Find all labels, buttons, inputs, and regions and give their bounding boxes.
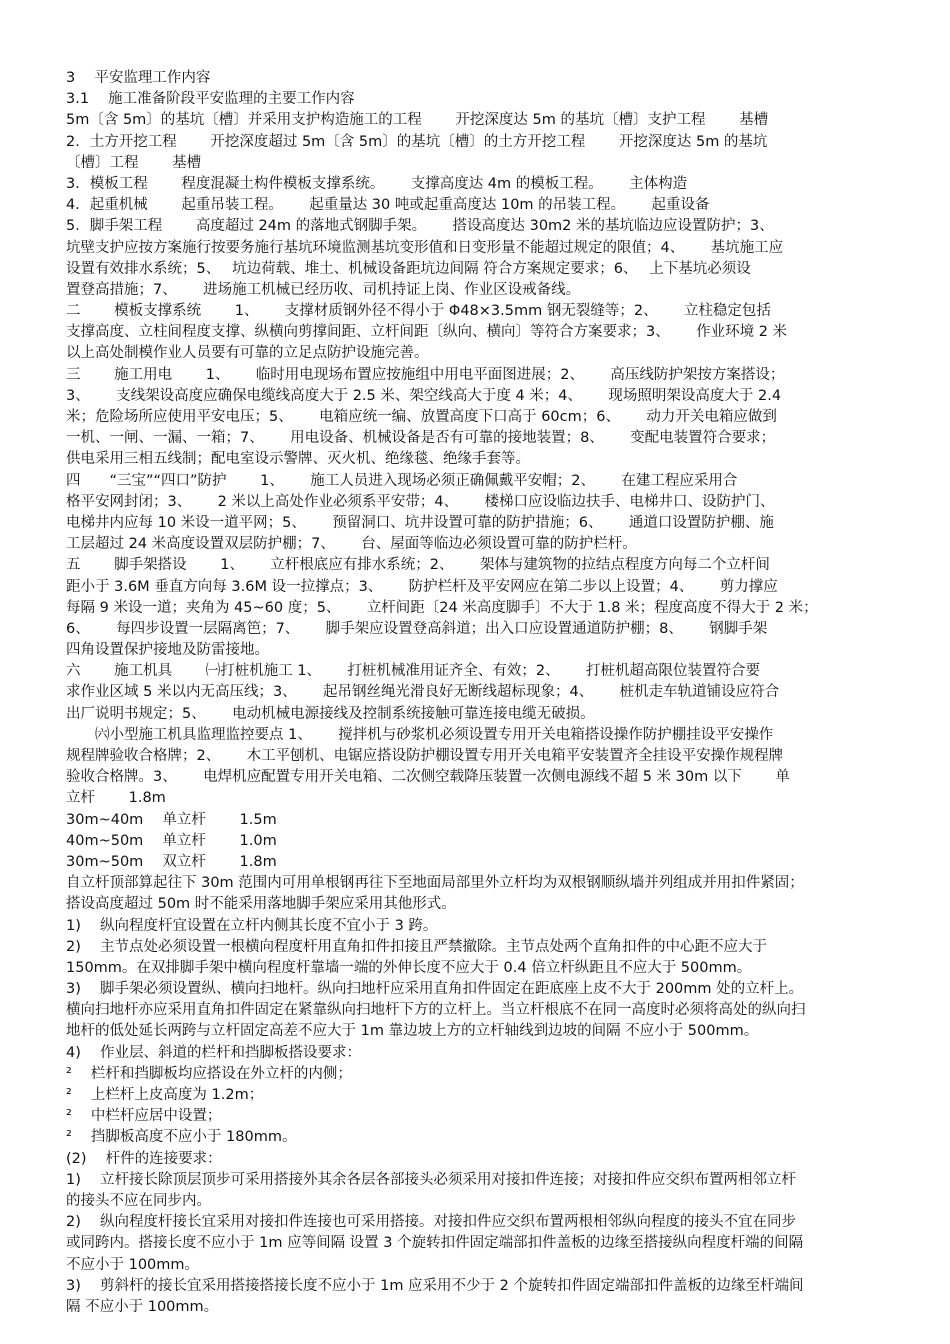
text-line: 电梯井内应每 10 米设一道平网；5、 预留洞口、坑井设置可靠的防护措施；6、 通道口设置防护棚、施 bbox=[66, 514, 774, 531]
text-line: 3) 脚手架必须设置纵、横向扫地杆。纵向扫地杆应采用直角扣件固定在距底座上皮不大于 200mm 处的立杆上。 bbox=[66, 981, 804, 998]
text-line: 3．模板工程 程度混凝土构件模板支撑系统。 支撑高度达 4m 的模板工程。 主体构造 bbox=[66, 175, 688, 192]
text-line: 一机、一闸、一漏、一箱；7、 用电设备、机械设备是否有可靠的接地装置；8、 变配电装置符合要求； bbox=[66, 430, 776, 447]
text-line: 格平安网封闭；3、 2 米以上高处作业必须系平安带；4、 楼梯口应设临边扶手、电梯井口、设防护门、 bbox=[66, 493, 775, 510]
text-line: 距小于 3.6M 垂直方向每 3.6M 设一拉撑点；3、 防护栏杆及平安网应在第二步以上设置；4、 剪力撑应 bbox=[66, 578, 778, 595]
text-line: 规程牌验收合格牌；2、 木工平刨机、电锯应搭设防护棚设置专用开关电箱平安装置齐全挂设平安操作规程牌 bbox=[66, 748, 784, 764]
text-line: 六 施工机具 ㈠打桩机施工 1、 打桩机械准用证齐全、有效；2、 打桩机超高限位装置符合要 bbox=[66, 663, 760, 680]
text-line: 隔 不应小于 100mm。 bbox=[66, 1298, 219, 1315]
text-line: 2．土方开挖工程 开挖深度超过 5m〔含 5m〕的基坑〔槽〕的土方开挖工程 开挖深度达 5m 的基坑 bbox=[66, 133, 768, 150]
text-line: 三 施工用电 1、 临时用电现场布置应按施组中用电平面图进展；2、 高压线防护架按方案搭设； bbox=[66, 366, 785, 383]
text-line: 〔槽〕工程 基槽 bbox=[66, 154, 202, 171]
text-line: 求作业区域 5 米以内无高压线；3、 起吊钢丝绳光滑良好无断线超标现象；4、 桩机走车轨道铺设应符合 bbox=[66, 684, 780, 701]
text-line: 30m~50m 双立杆 1.8m bbox=[66, 853, 277, 870]
text-line: 立杆 1.8m bbox=[66, 790, 166, 807]
text-line: 工层超过 24 米高度设置双层防护棚；7、 台、屋面等临边必须设置可靠的防护栏杆。 bbox=[66, 536, 637, 553]
text-line: 出厂说明书规定；5、 电动机械电源接线及控制系统接触可靠连接电缆无破损。 bbox=[66, 705, 595, 722]
text-line: 坑壁支护应按方案施行按要务施行基坑环境监测基坑变形值和日变形量不能超过规定的限值；4、 基坑施工应 bbox=[66, 239, 784, 256]
text-line: 3) 剪斜杆的接长宜采用搭接搭接长度不应小于 1m 应采用不少于 2 个旋转扣件固定端部扣件盖板的边缘至杆端间 bbox=[66, 1277, 804, 1294]
text-line: 的接头不应在同步内。 bbox=[66, 1192, 211, 1209]
text-line: 6、 每四步设置一层隔离笆；7、 脚手架应设置登高斜道；出入口应设置通道防护棚；8、 钢脚手架 bbox=[66, 620, 768, 637]
text-line: ㈥小型施工机具监理监控要点 1、 搅拌机与砂浆机必须设置专用开关电箱搭设操作防护棚挂设平安操作 bbox=[66, 726, 774, 743]
text-line: 四角设置保护接地及防雷接地。 bbox=[66, 642, 269, 659]
text-line: 3.1 施工准备阶段平安监理的主要工作内容 bbox=[66, 91, 355, 108]
text-line: 或同跨内。搭接长度不应小于 1m 应等间隔 设置 3 个旋转扣件固定端部扣件盖板的边缘至搭接纵向程度杆端的间隔 bbox=[66, 1235, 804, 1252]
text-line: 横向扫地杆亦应采用直角扣件固定在紧靠纵向扫地杆下方的立杆上。当立杆根底不在同一高度时必须将高处的纵向扫 bbox=[66, 1002, 806, 1019]
text-line: (2) 杆件的连接要求： bbox=[66, 1150, 222, 1167]
text-line: ² 中栏杆应居中设置； bbox=[66, 1108, 222, 1125]
text-line: ² 上栏杆上皮高度为 1.2m； bbox=[66, 1087, 264, 1103]
text-line: 1) 立杆接长除顶层顶步可采用搭接外其余各层各部接头必须采用对接扣件连接；对接扣件应交织布置两相邻立杆 bbox=[66, 1171, 796, 1188]
text-line: ² 挡脚板高度不应小于 180mm。 bbox=[66, 1129, 297, 1146]
document-page bbox=[66, 68, 886, 1318]
text-line: 验收合格牌。3、 电焊机应配置专用开关电箱、二次侧空载降压装置一次侧电源线不超 5 米 30m 以下 单 bbox=[66, 769, 790, 786]
text-line: 置登高措施；7、 进场施工机械已经历收、司机持证上岗、作业区设戒备线。 bbox=[66, 281, 581, 298]
text-line: 不应小于 100mm。 bbox=[66, 1256, 200, 1273]
text-line: 150mm。在双排脚手架中横向程度杆靠墙一端的外伸长度不应大于 0.4 倍立杆纵距且不应大于 500mm。 bbox=[66, 959, 752, 976]
text-line: 2) 主节点处必须设置一根横向程度杆用直角扣件扣接且严禁撤除。主节点处两个直角扣件的中心距不应大于 bbox=[66, 938, 767, 955]
text-line: ² 栏杆和挡脚板均应搭设在外立杆的内侧； bbox=[66, 1065, 352, 1082]
text-line: 4．起重机械 起重吊装工程。 起重量达 30 吨或起重高度达 10m 的吊装工程。 起重设备 bbox=[66, 197, 710, 214]
text-line: 设置有效排水系统；5、 坑边荷载、堆土、机械设备距坑边间隔 符合方案规定要求；6、 上下基坑必须设 bbox=[66, 260, 751, 277]
text-line: 搭设高度超过 50m 时不能采用落地脚手架应采用其他形式。 bbox=[66, 896, 456, 913]
text-line: 地杆的低处延长两跨与立杆固定高差不应大于 1m 靠边坡上方的立杆轴线到边坡的间隔 不应小于 500mm。 bbox=[66, 1023, 759, 1040]
text-line: 自立杆顶部算起往下 30m 范围内可用单根钢再往下至地面局部里外立杆均为双根钢顺纵墙并列组成并用扣件紧固； bbox=[66, 875, 804, 892]
text-line: 3、 支线架设高度应确保电缆线高度大于 2.5 米、架空线高大于度 4 米；4、 现场照明架设高度大于 2.4 bbox=[66, 387, 782, 404]
text-line: 5．脚手架工程 高度超过 24m 的落地式钢脚手架。 搭设高度达 30m2 米的基坑临边应设置防护；3、 bbox=[66, 218, 774, 235]
text-line: 支撑高度、立柱间程度支撑、纵横向剪撑间距、立杆间距〔纵向、横向〕等符合方案要求；3、 作业环境 2 米 bbox=[66, 324, 788, 341]
text-line: 二 模板支撑系统 1、 支撑材质钢外径不得小于 Φ48×3.5mm 钢无裂缝等；2、 立柱稳定包括 bbox=[66, 303, 771, 320]
text-line: 30m~40m 单立杆 1.5m bbox=[66, 811, 277, 828]
text-line: 五 脚手架搭设 1、 立杆根底应有排水系统；2、 架体与建筑物的拉结点程度方向每二个立杆间 bbox=[66, 557, 770, 574]
text-line: 4) 作业层、斜道的栏杆和挡脚板搭设要求： bbox=[66, 1044, 361, 1061]
text-line: 3 平安监理工作内容 bbox=[66, 70, 211, 86]
text-line: 以上高处制模作业人员要有可靠的立足点防护设施完善。 bbox=[66, 345, 429, 362]
text-line: 40m~50m 单立杆 1.0m bbox=[66, 832, 277, 849]
text-line: 米；危险场所应使用平安电压；5、 电箱应统一编、放置高度下口高于 60cm；6、 动力开关电箱应做到 bbox=[66, 409, 777, 425]
text-line: 1) 纵向程度杆宜设置在立杆内侧其长度不宜小于 3 跨。 bbox=[66, 917, 438, 934]
text-line: 2) 纵向程度杆接长宜采用对接扣件连接也可采用搭接。对接扣件应交织布置两根相邻纵向程度的接头不宜在同步 bbox=[66, 1214, 796, 1231]
text-line: 每隔 9 米设一道；夹角为 45~60 度；5、 立杆间距〔24 米高度脚手〕不大于 1.8 米；程度高度不得大于 2 米； bbox=[66, 599, 818, 616]
text-line: 5m〔含 5m〕的基坑〔槽〕并采用支护构造施工的工程 开挖深度达 5m 的基坑〔槽〕支护工程 基槽 bbox=[66, 112, 769, 129]
text-line: 四 “三宝”“四口”防护 1、 施工人员进入现场必须正确佩戴平安帽；2、 在建工程应采用合 bbox=[66, 472, 738, 489]
text-line: 供电采用三相五线制；配电室设示警牌、灭火机、绝缘毯、绝缘手套等。 bbox=[66, 451, 530, 468]
